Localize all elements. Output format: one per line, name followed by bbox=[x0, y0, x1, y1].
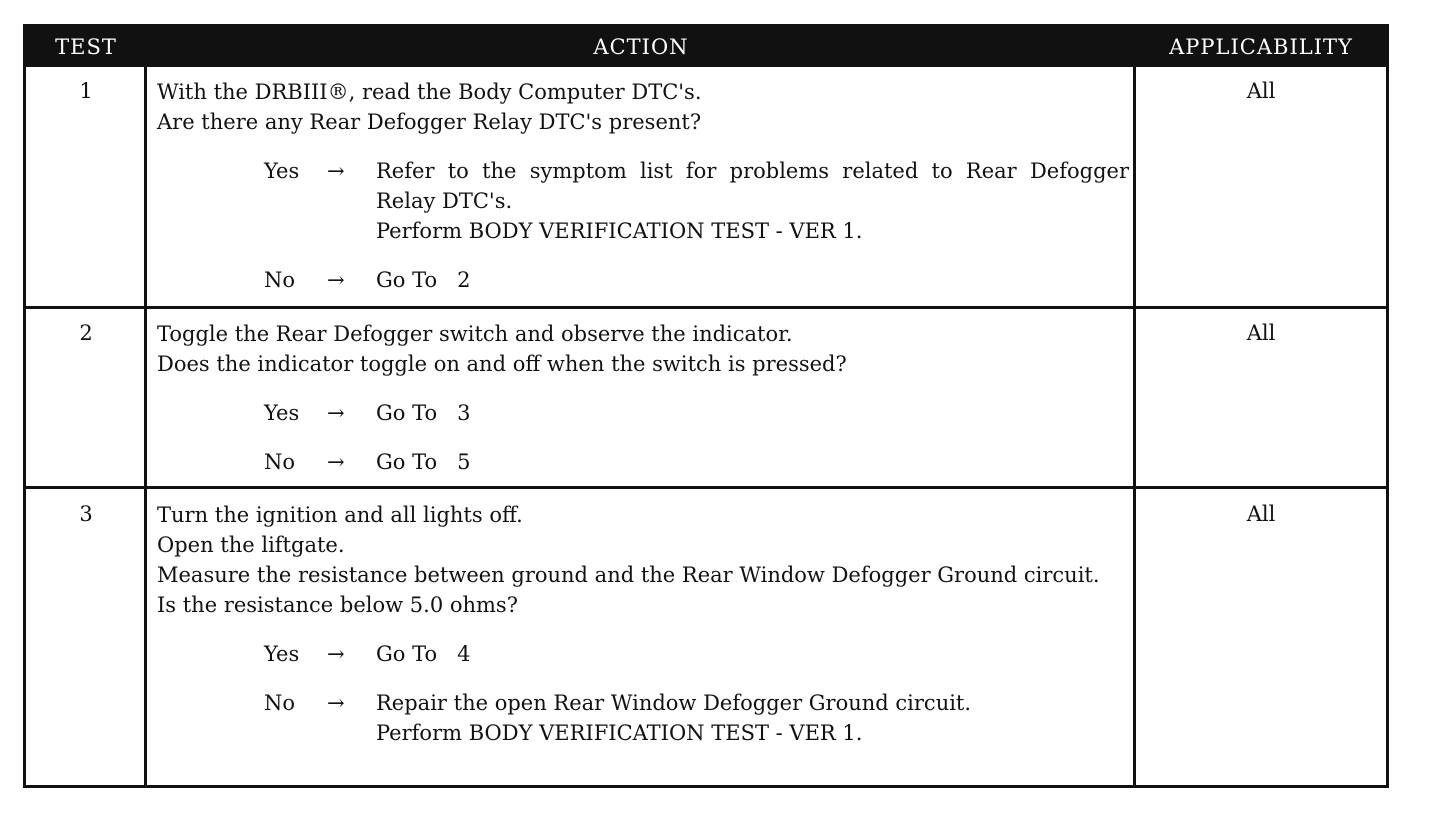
arrow-right-icon: → bbox=[327, 159, 345, 183]
yes-option bbox=[157, 639, 1129, 669]
action-line: Are there any Rear Defogger Relay DTC's present? bbox=[157, 110, 702, 134]
action-line: Measure the resistance between ground and the Rear Window Defogger Ground circuit. bbox=[157, 563, 1100, 587]
action-line: Does the indicator toggle on and off when the switch is pressed? bbox=[157, 352, 847, 376]
result-line: Go To 4 bbox=[376, 642, 471, 666]
test-number: 3 bbox=[79, 502, 93, 526]
header-test: TEST bbox=[55, 35, 117, 59]
row-divider bbox=[26, 306, 1386, 309]
header-action: ACTION bbox=[593, 35, 689, 59]
yes-label: Yes bbox=[264, 401, 300, 425]
yes-label: Yes bbox=[264, 642, 300, 666]
row-divider bbox=[26, 486, 1386, 489]
result-line: Repair the open Rear Window Defogger Ground circuit. bbox=[376, 691, 972, 715]
action-line: Is the resistance below 5.0 ohms? bbox=[157, 593, 518, 617]
table-header bbox=[26, 27, 1386, 67]
arrow-right-icon: → bbox=[327, 691, 345, 715]
result-line: Go To 5 bbox=[376, 450, 471, 474]
action-line: With the DRBIII®, read the Body Computer DTC's. bbox=[157, 80, 702, 104]
applicability-value: All bbox=[1246, 79, 1276, 103]
result-line: Perform BODY VERIFICATION TEST - VER 1. bbox=[376, 721, 863, 745]
applicability-value: All bbox=[1246, 321, 1276, 345]
applicability-value: All bbox=[1246, 502, 1276, 526]
arrow-right-icon: → bbox=[327, 401, 345, 425]
test-action bbox=[157, 77, 1129, 295]
header-applicability: APPLICABILITY bbox=[1169, 35, 1353, 59]
result-line: Perform BODY VERIFICATION TEST - VER 1. bbox=[376, 219, 863, 243]
test-action bbox=[157, 319, 1129, 477]
action-line: Toggle the Rear Defogger switch and observe the indicator. bbox=[157, 322, 793, 346]
test-number: 2 bbox=[79, 321, 93, 345]
result-line: Go To 2 bbox=[376, 268, 471, 292]
diagnostic-test-table bbox=[23, 24, 1389, 788]
test-number: 1 bbox=[79, 79, 93, 103]
yes-label: Yes bbox=[264, 159, 300, 183]
action-line: Turn the ignition and all lights off. bbox=[157, 503, 523, 527]
arrow-right-icon: → bbox=[327, 450, 345, 474]
no-option bbox=[157, 688, 1129, 748]
yes-option bbox=[157, 398, 1129, 428]
no-option bbox=[157, 265, 1129, 295]
no-label: No bbox=[264, 450, 296, 474]
test-action bbox=[157, 500, 1129, 748]
column-divider bbox=[144, 67, 147, 788]
no-label: No bbox=[264, 268, 296, 292]
result-line: Go To 3 bbox=[376, 401, 471, 425]
no-option bbox=[157, 447, 1129, 477]
column-divider bbox=[1133, 67, 1136, 788]
arrow-right-icon: → bbox=[327, 268, 345, 292]
result-line: Refer to the symptom list for problems related to Rear Defogger Relay DTC's. bbox=[376, 159, 1129, 213]
arrow-right-icon: → bbox=[327, 642, 345, 666]
yes-option bbox=[157, 156, 1129, 246]
action-line: Open the liftgate. bbox=[157, 533, 345, 557]
no-label: No bbox=[264, 691, 296, 715]
